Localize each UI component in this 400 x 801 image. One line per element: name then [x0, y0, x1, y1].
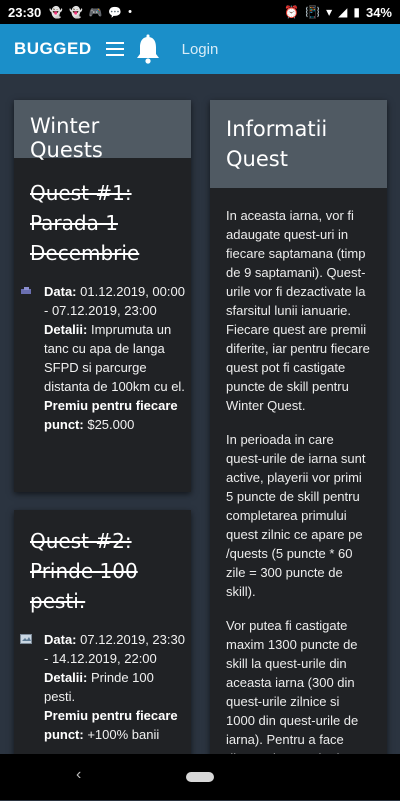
login-link[interactable]: Login — [181, 40, 219, 58]
info-title: Informatii Quest — [210, 100, 387, 188]
quest-data-value: 07.12.2019, 23:30 - 14.12.2019, 22:00 — [44, 632, 185, 666]
quest-icon — [20, 286, 32, 296]
quest-details-label: Detalii: — [44, 322, 88, 337]
home-pill[interactable] — [186, 772, 214, 782]
quest-title: Quest #1: Parada 1 Decembrie — [30, 181, 140, 265]
quest-item — [14, 158, 191, 434]
battery-percent: 34% — [365, 4, 392, 20]
quest-data-label: Data: — [44, 632, 77, 647]
snapchat-icon: 👻 — [49, 6, 63, 19]
navigation-bar — [0, 754, 400, 800]
info-paragraph: In perioada in care quest-urile de iarna sunt active, playerii vor primi 5 puncte de skill pentru completarea primului quest zilnic ce apare pe /quests (5 puncte * 60 zile = 300 puncte de skill). — [226, 432, 366, 599]
quest-reward-label: Premiu pentru fiecare punct: — [44, 708, 178, 742]
main-content — [0, 74, 400, 754]
wifi-icon: ▾ — [326, 5, 333, 19]
back-icon[interactable]: ‹ — [76, 766, 82, 783]
quest-data-label: Data: — [44, 284, 77, 299]
quest-card — [14, 510, 191, 770]
quest-data-value: 01.12.2019, 00:00 - 07.12.2019, 23:00 — [44, 284, 185, 318]
alarm-icon: ⏰ — [284, 5, 300, 19]
quest-title: Quest #2: Prinde 100 pesti. — [30, 529, 138, 613]
fish-icon — [20, 634, 32, 644]
discord-icon: 🎮 — [88, 6, 103, 19]
app-bar — [0, 24, 400, 74]
quest-details-label: Detalii: — [44, 670, 88, 685]
status-bar — [0, 0, 400, 24]
vibrate-icon: 📳 — [305, 5, 321, 19]
quest-reward-label: Premiu pentru fiecare punct: — [44, 398, 178, 432]
status-time: 23:30 — [8, 4, 42, 20]
quest-reward-value: +100% banii — [87, 727, 160, 742]
info-card — [210, 100, 387, 780]
quest-reward-value: $25.000 — [87, 417, 135, 432]
battery-icon: ▮ — [353, 5, 360, 19]
notification-icons — [49, 6, 132, 19]
quest-item — [14, 510, 191, 744]
winter-quests-card — [14, 100, 191, 492]
system-icons — [284, 5, 392, 20]
info-body — [210, 188, 387, 801]
messenger-icon: 💬 — [108, 6, 123, 19]
bell-icon[interactable] — [134, 34, 162, 64]
snapchat-icon: 👻 — [68, 6, 83, 19]
info-paragraph: In aceasta iarna, vor fi adaugate quest-uri in fiecare saptamana (timp de 9 saptamani). Quest-urile vor fi dezactivate la sfarsitul lunii ianuarie. Fiecare quest are premii diferite, iar pentru fiecare quest pot fi castigate puncte de skill pentru Winter Quest. — [226, 208, 370, 413]
menu-icon[interactable] — [106, 42, 124, 56]
dot-icon: • — [128, 6, 132, 18]
info-paragraph: Vor putea fi castigate maxim 1300 puncte de skill la quest-urile din aceasta iarna (300 din quest-urile zilnice si 1000 din quest-urile de iarna). Pentru a face — [226, 618, 359, 747]
quest-details-value: Imprumuta un tanc cu apa de langa SFPD si parcurge distanta de 100km cu el. — [44, 322, 185, 394]
winter-quests-title: Winter Quests — [14, 100, 191, 158]
signal-icon: ◢ — [338, 5, 348, 19]
quest-details-value: Prinde 100 pesti. — [44, 670, 154, 704]
brand-logo[interactable]: BUGGED — [14, 39, 92, 58]
